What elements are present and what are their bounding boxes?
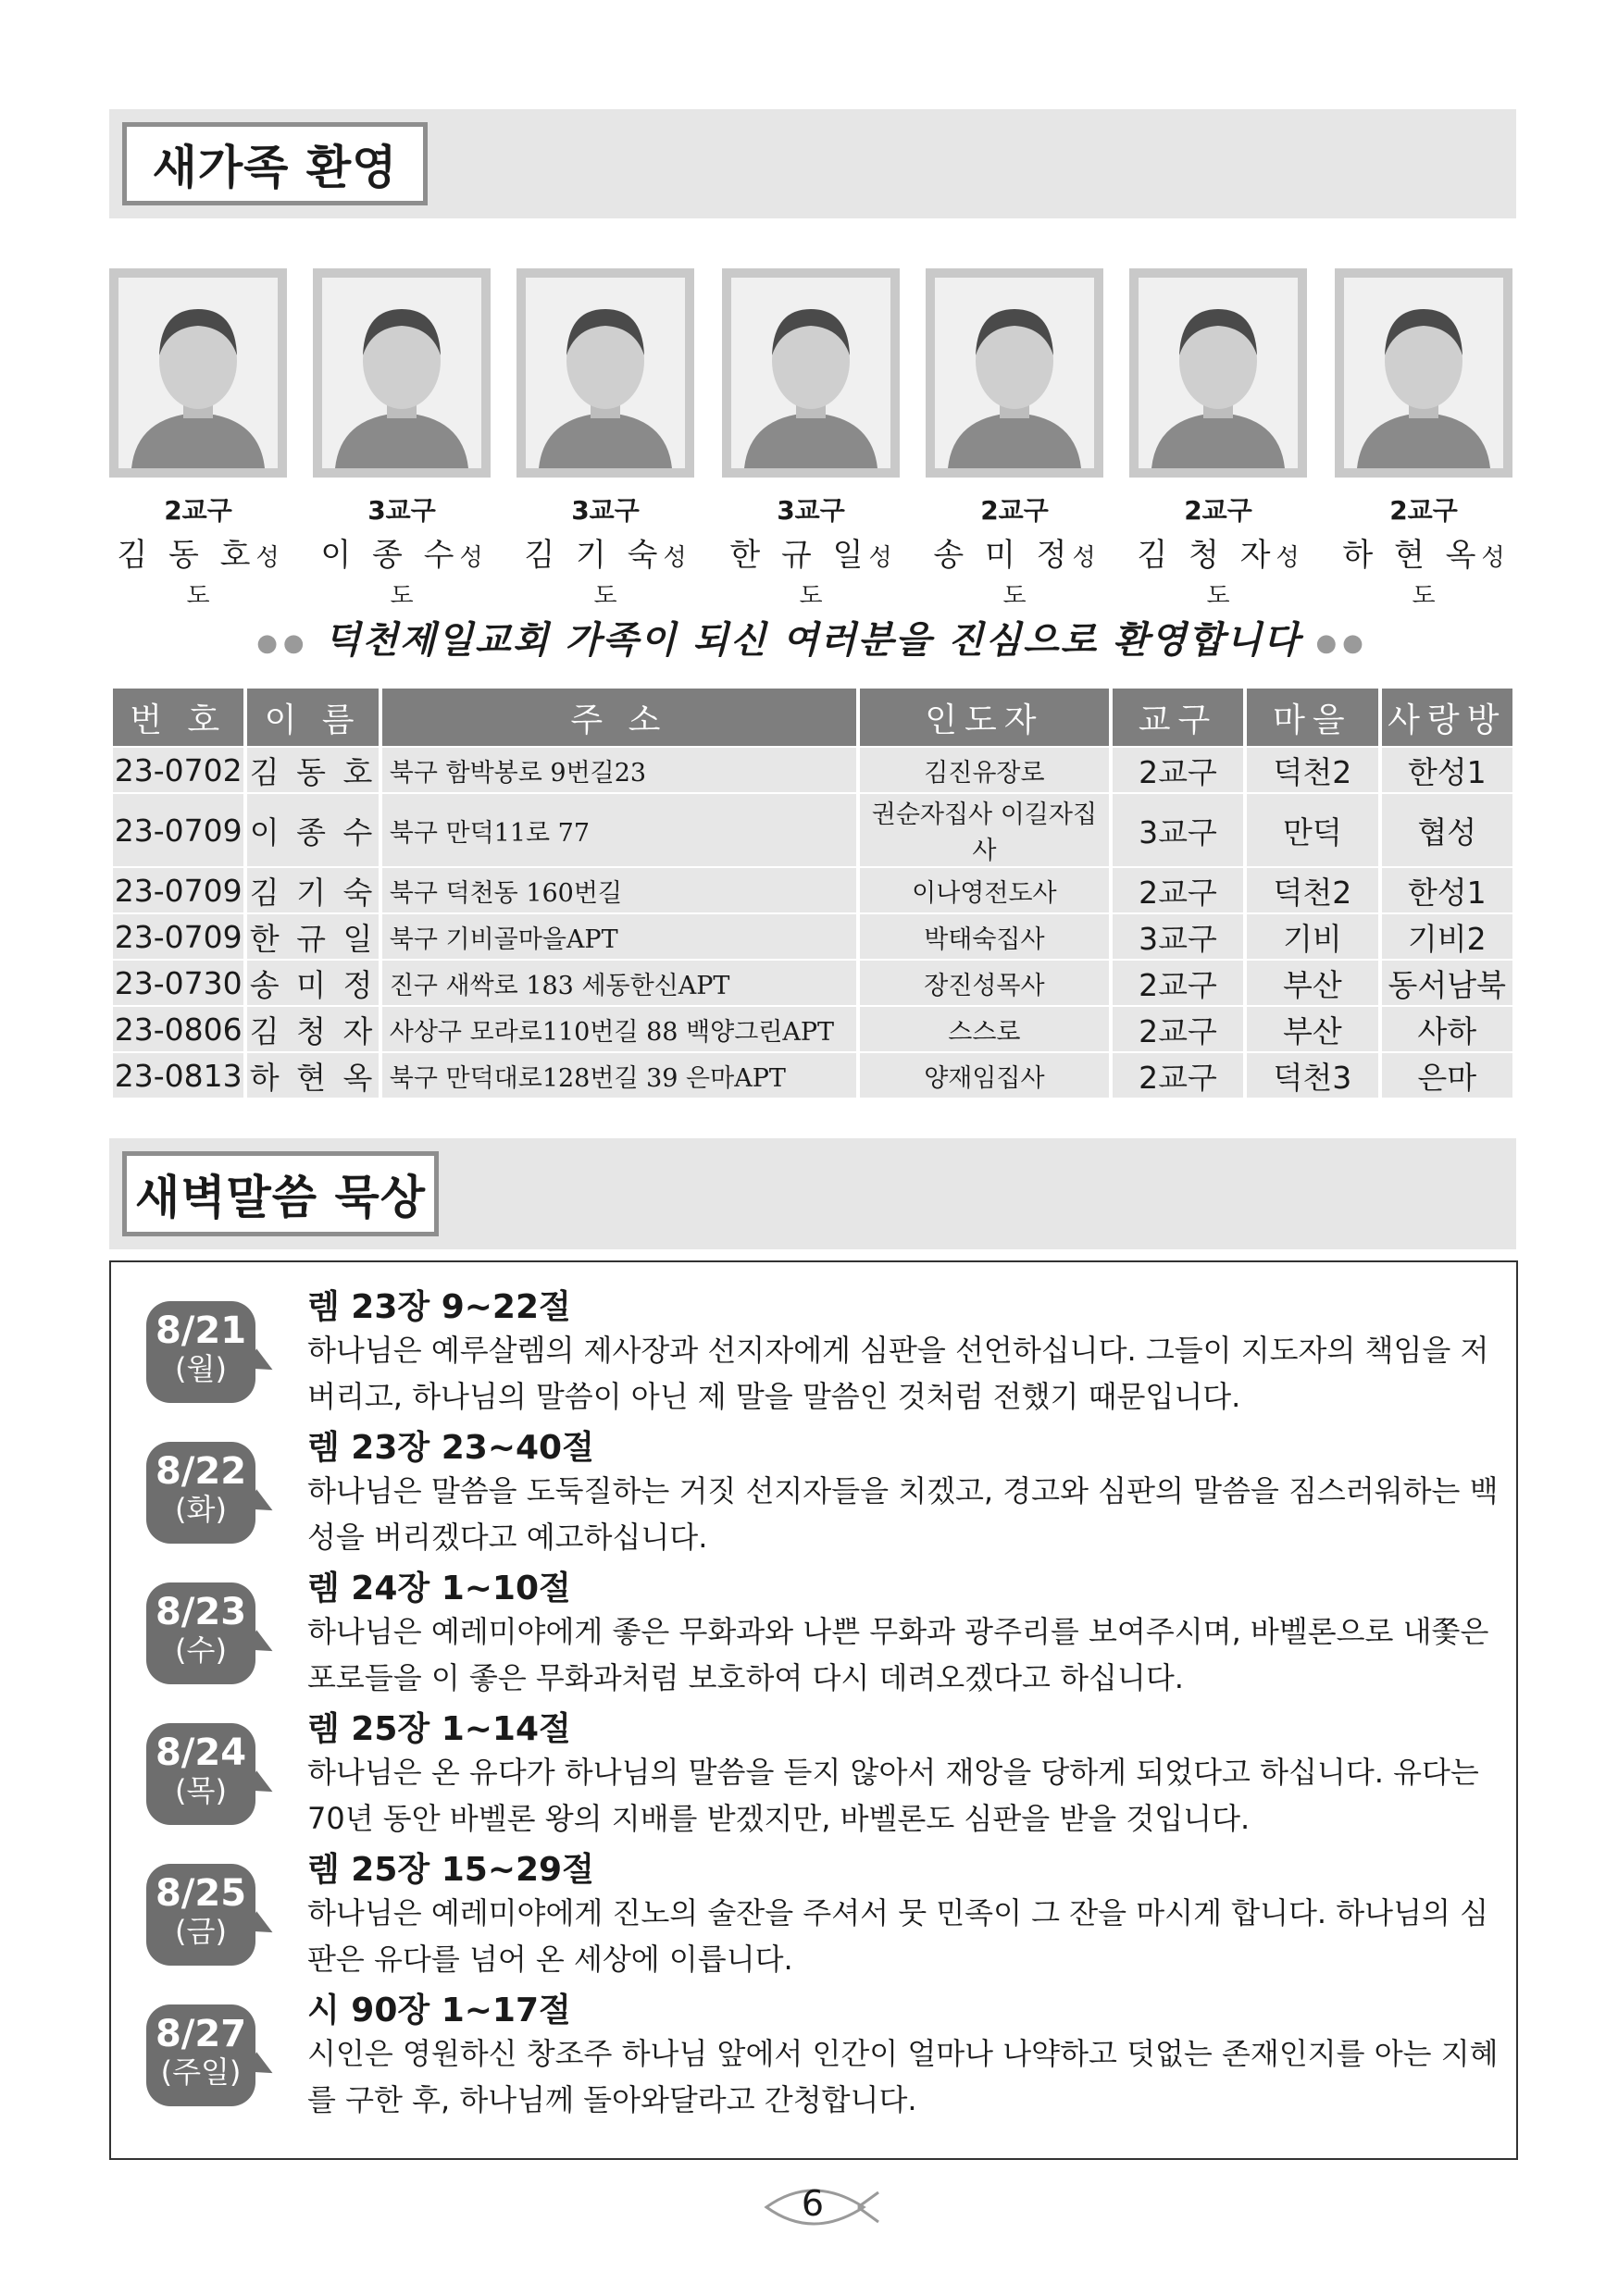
cell-district: 3교구 xyxy=(1113,914,1243,959)
member-name: 송 미 정 xyxy=(933,537,1073,574)
cell-cell-group: 동서남북 xyxy=(1382,961,1512,1005)
person-portrait-icon xyxy=(1139,278,1298,468)
new-member-table xyxy=(109,687,1516,1099)
person-portrait-icon xyxy=(526,278,685,468)
member-photo xyxy=(1139,278,1298,468)
cell-cell-group: 협성 xyxy=(1382,794,1512,866)
member-district: 2교구 xyxy=(1389,495,1458,526)
cell-district: 2교구 xyxy=(1113,1007,1243,1051)
date-bubble xyxy=(146,1301,255,1403)
person-portrait-icon xyxy=(1344,278,1503,468)
member-name-line xyxy=(722,529,900,612)
member-card xyxy=(926,268,1103,612)
cell-cell-group: 한성1 xyxy=(1382,748,1512,792)
entry-day: (수) xyxy=(175,1632,227,1668)
cell-guide: 양재임집사 xyxy=(860,1053,1109,1098)
member-title: 성도 xyxy=(1412,544,1505,610)
member-card xyxy=(722,268,900,612)
table-row xyxy=(113,868,1512,912)
member-name: 하 현 옥 xyxy=(1342,537,1482,574)
cell-guide: 장진성목사 xyxy=(860,961,1109,1005)
scripture-reference: 렘 25장 15~29절 xyxy=(307,1851,594,1889)
member-title: 성도 xyxy=(1002,544,1096,610)
cell-cell-group: 한성1 xyxy=(1382,868,1512,912)
page-number-badge xyxy=(762,2179,882,2235)
devotion-box xyxy=(109,1260,1518,2160)
cell-cell-group: 은마 xyxy=(1382,1053,1512,1098)
scripture-reference: 시 90장 1~17절 xyxy=(307,1992,571,2029)
entry-date: 8/25 xyxy=(155,1872,247,1915)
cell-guide: 이나영전도사 xyxy=(860,868,1109,912)
photo-frame xyxy=(926,268,1103,478)
entry-day: (월) xyxy=(175,1351,227,1386)
member-name-line xyxy=(1129,529,1307,612)
member-title: 성도 xyxy=(186,544,280,610)
devotion-entry xyxy=(111,1703,1516,1843)
table-row xyxy=(113,1053,1512,1098)
scripture-reference: 렘 25장 1~14절 xyxy=(307,1710,571,1748)
welcome-message-line xyxy=(109,611,1516,664)
table-header-row xyxy=(113,689,1512,746)
member-card xyxy=(1129,268,1307,612)
member-district: 3교구 xyxy=(777,495,845,526)
cell-name: 김 기 숙 xyxy=(247,868,378,912)
cell-district: 2교구 xyxy=(1113,868,1243,912)
dawn-title: 새벽말씀 묵상 xyxy=(122,1151,439,1236)
cell-address: 북구 만덕대로128번길 39 은마APT xyxy=(382,1053,856,1098)
devotion-text: 하나님은 예루살렘의 제사장과 선지자에게 심판을 선언하십니다. 그들이 지도자의 책임을 저버리고, 하나님의 말씀이 아닌 제 말을 말씀인 것처럼 전했기 때문입니다. xyxy=(307,1333,1489,1414)
member-name: 김 청 자 xyxy=(1137,537,1276,574)
cell-village: 부산 xyxy=(1247,961,1377,1005)
photo-frame xyxy=(722,268,900,478)
entry-day: (금) xyxy=(175,1914,227,1949)
member-photo xyxy=(118,278,278,468)
dawn-header-band xyxy=(109,1138,1516,1249)
cell-number: 23-0806 xyxy=(113,1007,243,1051)
header-number: 번 호 xyxy=(113,689,243,746)
welcome-title: 새가족 환영 xyxy=(122,122,428,205)
date-bubble xyxy=(146,1582,255,1684)
person-portrait-icon xyxy=(935,278,1094,468)
cell-number: 23-0702 xyxy=(113,748,243,792)
cell-guide: 스스로 xyxy=(860,1007,1109,1051)
scripture-reference: 렘 24장 1~10절 xyxy=(307,1570,571,1607)
entry-day: (화) xyxy=(175,1492,227,1527)
member-name-line xyxy=(313,529,491,612)
member-name-line xyxy=(926,529,1103,612)
member-photo xyxy=(526,278,685,468)
entry-date: 8/22 xyxy=(155,1450,247,1493)
member-name: 한 규 일 xyxy=(729,537,869,574)
cell-name: 하 현 옥 xyxy=(247,1053,378,1098)
photo-frame xyxy=(1335,268,1512,478)
devotion-entry xyxy=(111,1421,1516,1562)
table-row xyxy=(113,794,1512,866)
member-name-line xyxy=(517,529,694,612)
person-portrait-icon xyxy=(731,278,890,468)
cell-village: 만덕 xyxy=(1247,794,1377,866)
scripture-reference: 렘 23장 9~22절 xyxy=(307,1288,571,1326)
cell-name: 이 종 수 xyxy=(247,794,378,866)
member-name: 김 동 호 xyxy=(117,537,256,574)
entry-day: (주일) xyxy=(160,2054,242,2090)
welcome-header-band xyxy=(109,109,1516,218)
cell-village: 기비 xyxy=(1247,914,1377,959)
person-portrait-icon xyxy=(118,278,278,468)
person-portrait-icon xyxy=(322,278,481,468)
photo-frame xyxy=(517,268,694,478)
date-bubble xyxy=(146,1864,255,1966)
member-card xyxy=(1335,268,1512,612)
member-card xyxy=(517,268,694,612)
member-photo xyxy=(322,278,481,468)
cell-district: 2교구 xyxy=(1113,961,1243,1005)
photo-frame xyxy=(313,268,491,478)
member-district: 2교구 xyxy=(164,495,232,526)
entry-date: 8/23 xyxy=(155,1591,247,1633)
header-name: 이 름 xyxy=(247,689,378,746)
member-district: 3교구 xyxy=(571,495,640,526)
devotion-text: 시인은 영원하신 창조주 하나님 앞에서 인간이 얼마나 나약하고 덧없는 존재인지를 아는 지혜를 구한 후, 하나님께 돌아와달라고 간청합니다. xyxy=(307,2036,1499,2117)
cell-address: 북구 덕천동 160번길 xyxy=(382,868,856,912)
left-dots: ●● xyxy=(256,629,310,657)
devotion-text: 하나님은 예레미야에게 진노의 술잔을 주셔서 뭇 민족이 그 잔을 마시게 합니다. 하나님의 심판은 유다를 넘어 온 세상에 이릅니다. xyxy=(307,1895,1488,1977)
entry-day: (목) xyxy=(175,1773,227,1808)
member-district: 2교구 xyxy=(1184,495,1252,526)
header-address: 주 소 xyxy=(382,689,856,746)
devotion-entry xyxy=(111,1281,1516,1421)
header-cell-group: 사랑방 xyxy=(1382,689,1512,746)
photo-frame xyxy=(109,268,287,478)
cell-district: 2교구 xyxy=(1113,1053,1243,1098)
table-row xyxy=(113,914,1512,959)
member-photo xyxy=(935,278,1094,468)
date-bubble xyxy=(146,1442,255,1544)
header-village: 마을 xyxy=(1247,689,1377,746)
devotion-text: 하나님은 온 유다가 하나님의 말씀을 듣지 않아서 재앙을 당하게 되었다고 하십니다. 유다는 70년 동안 바벨론 왕의 지배를 받겠지만, 바벨론도 심판을 받을 것입니다. xyxy=(307,1755,1479,1836)
cell-cell-group: 사하 xyxy=(1382,1007,1512,1051)
cell-village: 부산 xyxy=(1247,1007,1377,1051)
cell-village: 덕천2 xyxy=(1247,748,1377,792)
devotion-entry xyxy=(111,1984,1516,2125)
member-title: 성도 xyxy=(390,544,483,610)
table-row xyxy=(113,748,1512,792)
table-row xyxy=(113,961,1512,1005)
cell-number: 23-0709 xyxy=(113,868,243,912)
date-bubble xyxy=(146,1723,255,1825)
cell-district: 2교구 xyxy=(1113,748,1243,792)
cell-number: 23-0730 xyxy=(113,961,243,1005)
cell-name: 한 규 일 xyxy=(247,914,378,959)
devotion-text: 하나님은 말씀을 도둑질하는 거짓 선지자들을 치겠고, 경고와 심판의 말씀을 짐스러워하는 백성을 버리겠다고 예고하십니다. xyxy=(307,1473,1499,1555)
cell-guide: 김진유장로 xyxy=(860,748,1109,792)
entry-date: 8/27 xyxy=(155,2013,247,2055)
member-name: 이 종 수 xyxy=(320,537,460,574)
member-title: 성도 xyxy=(799,544,892,610)
cell-guide: 권순자집사 이길자집사 xyxy=(860,794,1109,866)
member-name: 김 기 숙 xyxy=(524,537,664,574)
cell-address: 사상구 모라로110번길 88 백양그린APT xyxy=(382,1007,856,1051)
cell-number: 23-0709 xyxy=(113,794,243,866)
cell-name: 김 동 호 xyxy=(247,748,378,792)
scripture-reference: 렘 23장 23~40절 xyxy=(307,1429,594,1467)
cell-cell-group: 기비2 xyxy=(1382,914,1512,959)
entry-date: 8/24 xyxy=(155,1731,247,1774)
member-title: 성도 xyxy=(593,544,687,610)
cell-guide: 박태숙집사 xyxy=(860,914,1109,959)
member-name-line xyxy=(1335,529,1512,612)
cell-district: 3교구 xyxy=(1113,794,1243,866)
cell-address: 북구 만덕11로 77 xyxy=(382,794,856,866)
cell-address: 진구 새싹로 183 세동한신APT xyxy=(382,961,856,1005)
member-photo xyxy=(731,278,890,468)
member-photos xyxy=(109,268,1516,610)
welcome-message: 덕천제일교회 가족이 되신 여러분을 진심으로 환영합니다 xyxy=(324,618,1301,662)
cell-number: 23-0709 xyxy=(113,914,243,959)
cell-address: 북구 기비골마을APT xyxy=(382,914,856,959)
member-name-line xyxy=(109,529,287,612)
right-dots: ●● xyxy=(1315,629,1369,657)
devotion-entry xyxy=(111,1843,1516,1984)
member-district: 3교구 xyxy=(367,495,436,526)
cell-village: 덕천3 xyxy=(1247,1053,1377,1098)
cell-name: 송 미 정 xyxy=(247,961,378,1005)
member-photo xyxy=(1344,278,1503,468)
cell-village: 덕천2 xyxy=(1247,868,1377,912)
member-card xyxy=(109,268,287,612)
member-card xyxy=(313,268,491,612)
header-guide: 인도자 xyxy=(860,689,1109,746)
devotion-text: 하나님은 예레미야에게 좋은 무화과와 나쁜 무화과 광주리를 보여주시며, 바벨론으로 내쫓은 포로들을 이 좋은 무화과처럼 보호하여 다시 데려오겠다고 하십니다. xyxy=(307,1614,1489,1695)
entry-date: 8/21 xyxy=(155,1309,247,1352)
devotion-entry xyxy=(111,1562,1516,1703)
header-district: 교구 xyxy=(1113,689,1243,746)
member-district: 2교구 xyxy=(980,495,1049,526)
table-row xyxy=(113,1007,1512,1051)
cell-number: 23-0813 xyxy=(113,1053,243,1098)
page-number: 6 xyxy=(801,2183,825,2224)
date-bubble xyxy=(146,2004,255,2106)
photo-frame xyxy=(1129,268,1307,478)
member-title: 성도 xyxy=(1206,544,1300,610)
cell-address: 북구 함박봉로 9번길23 xyxy=(382,748,856,792)
cell-name: 김 청 자 xyxy=(247,1007,378,1051)
